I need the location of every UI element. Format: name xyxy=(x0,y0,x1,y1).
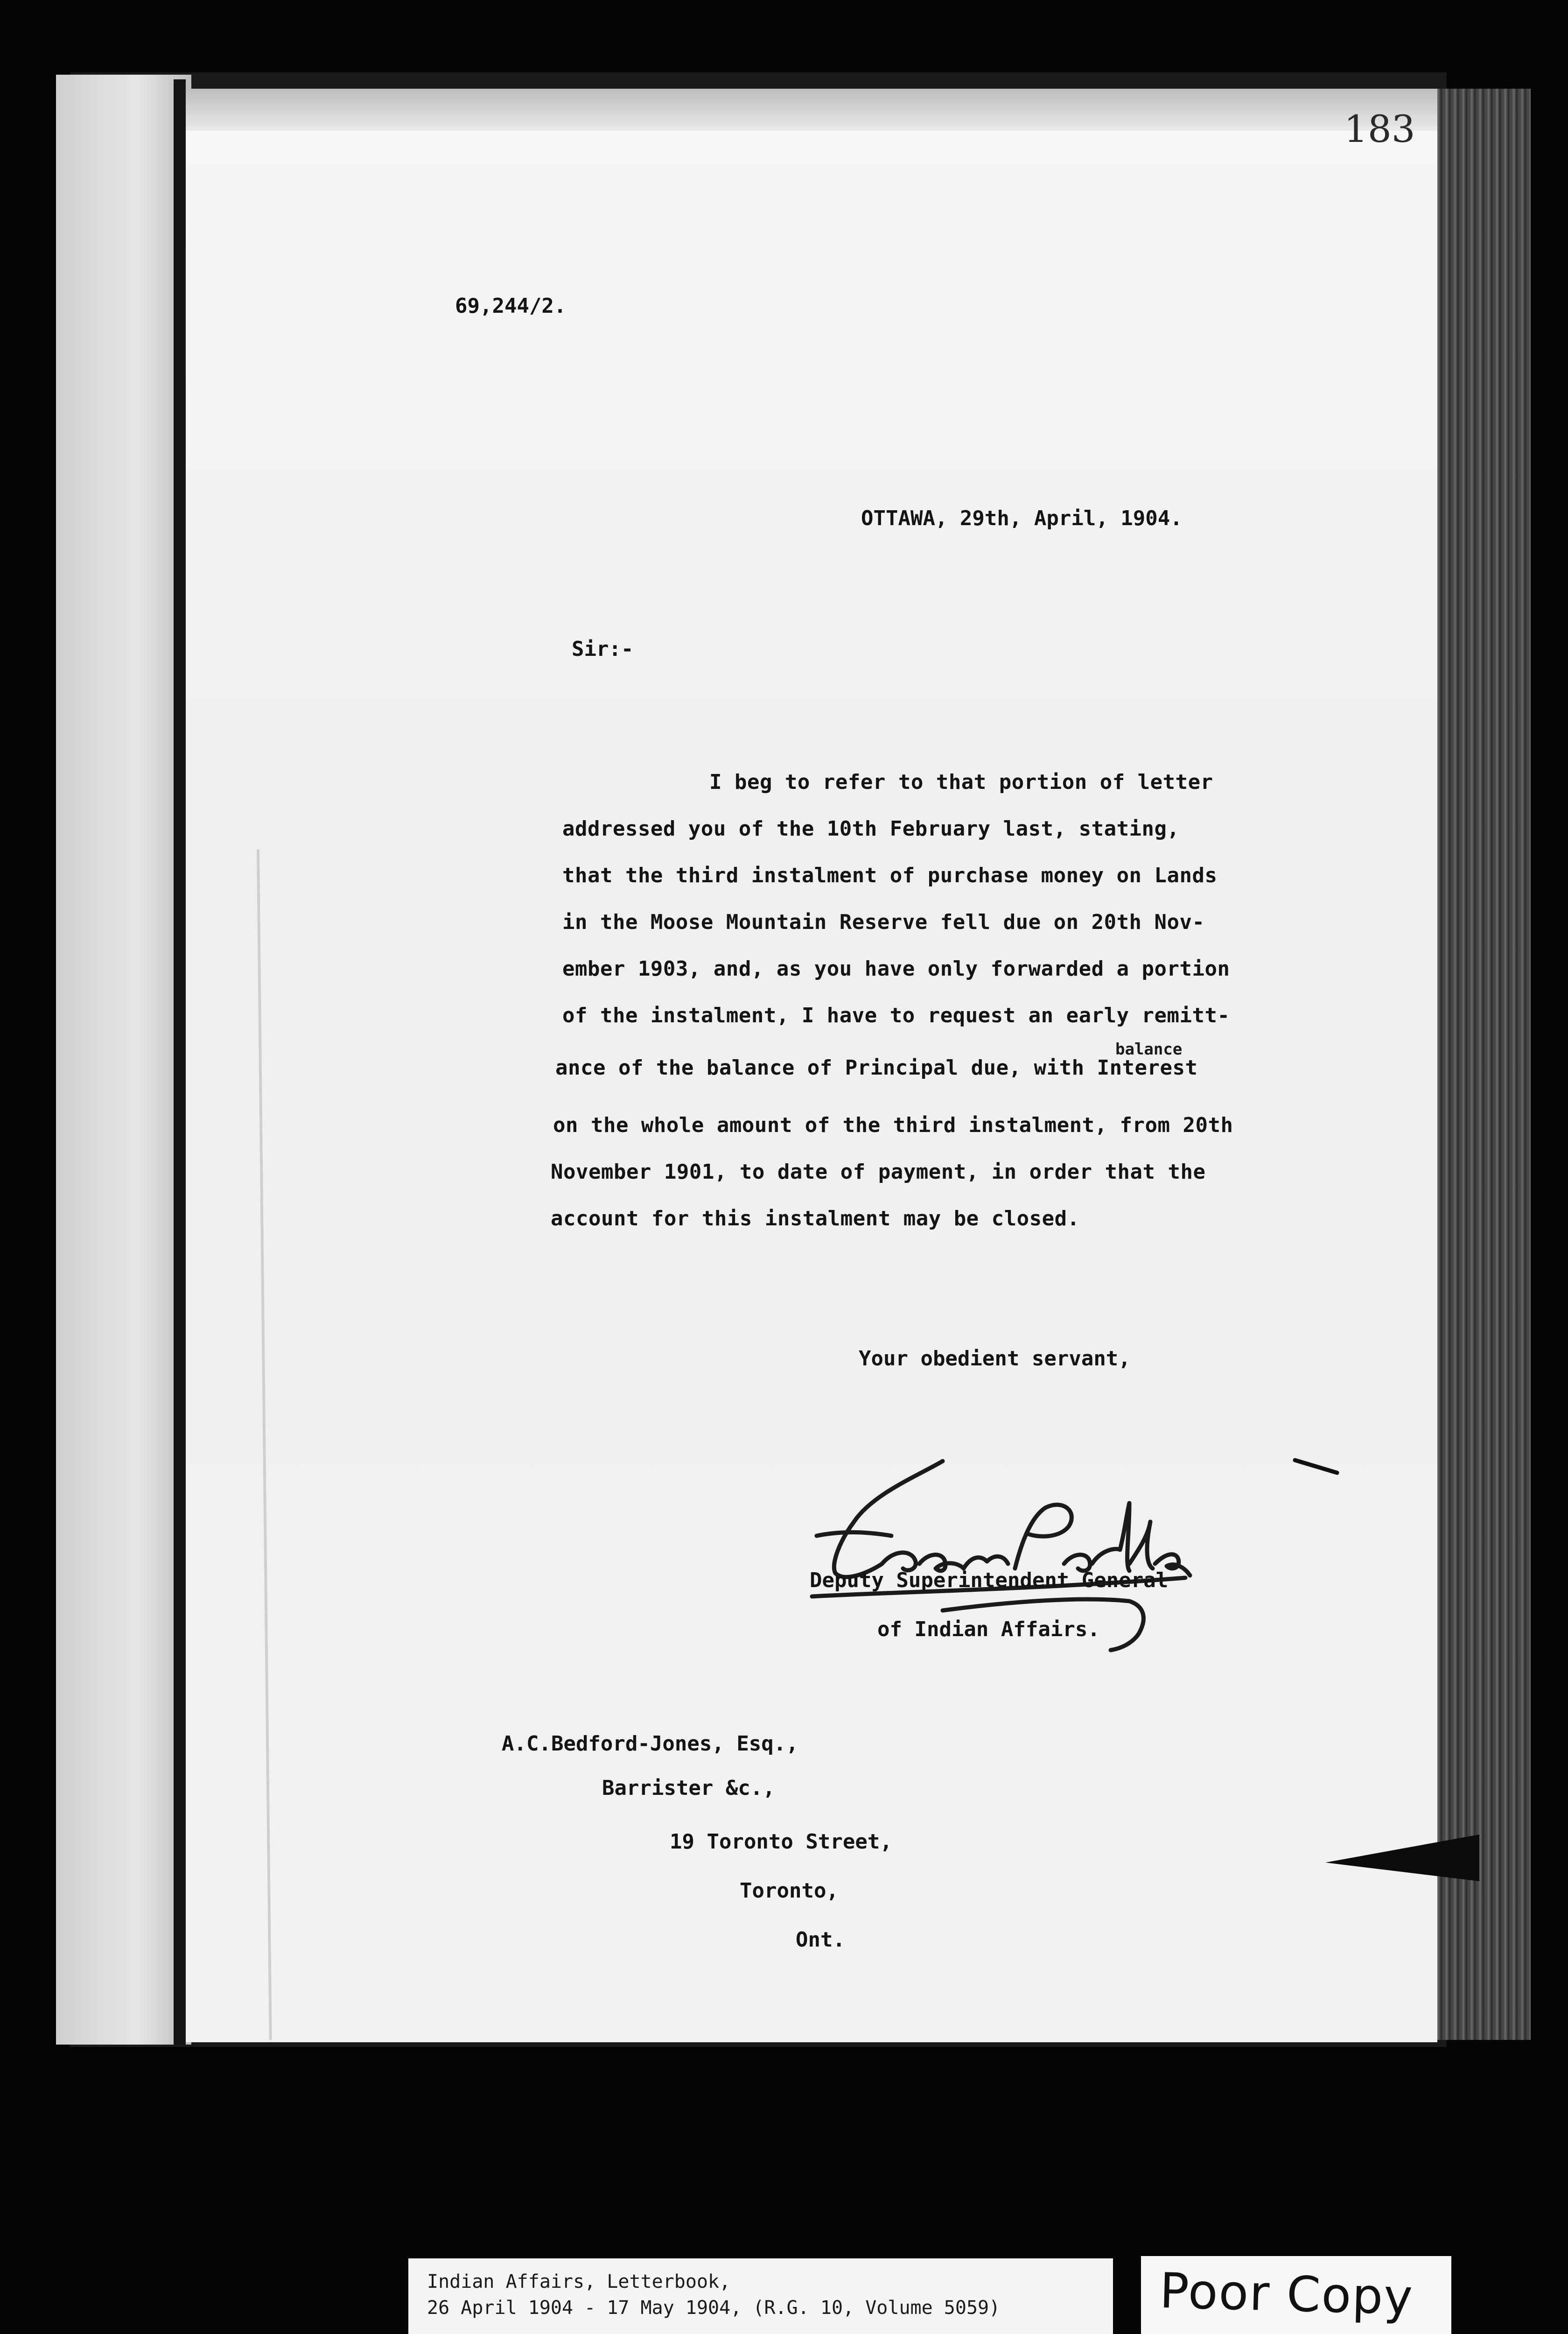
closing: Your obedient servant, xyxy=(859,1347,1131,1371)
place-date-line: OTTAWA, 29th, April, 1904. xyxy=(861,506,1183,530)
body-line: ember 1903, and, as you have only forwarded a portion xyxy=(562,957,1230,981)
recipient-street: 19 Toronto Street, xyxy=(670,1830,892,1854)
citation-label xyxy=(408,2258,1113,2334)
file-reference: 69,244/2. xyxy=(455,294,567,318)
recipient-name: A.C.Bedford-Jones, Esq., xyxy=(502,1732,798,1756)
body-line: November 1901, to date of payment, in order that the xyxy=(551,1160,1206,1184)
handwritten-insertion: balance xyxy=(1115,1040,1183,1059)
page-top-stain xyxy=(182,89,1437,131)
recipient-profession: Barrister &c., xyxy=(602,1776,775,1800)
body-line: ance of the balance of Principal due, with Interest xyxy=(555,1056,1198,1080)
recipient-province: Ont. xyxy=(796,1928,845,1952)
body-line: I beg to refer to that portion of letter xyxy=(709,770,1213,794)
body-line: in the Moose Mountain Reserve fell due on 20th Nov- xyxy=(562,910,1205,934)
body-line: account for this instalment may be closed. xyxy=(551,1207,1080,1230)
citation-line: Indian Affairs, Letterbook, xyxy=(427,2271,731,2292)
signatory-title: Deputy Superintendent General xyxy=(810,1568,1169,1592)
body-line: on the whole amount of the third instalment, from 20th xyxy=(553,1113,1233,1137)
citation-line: 26 April 1904 - 17 May 1904, (R.G. 10, Volume 5059) xyxy=(427,2297,1001,2319)
salutation: Sir:- xyxy=(572,637,634,661)
poor-copy-label xyxy=(1141,2256,1451,2334)
poor-copy-text: Poor Copy xyxy=(1159,2262,1414,2326)
signatory-department: of Indian Affairs. xyxy=(877,1617,1100,1641)
body-line: that the third instalment of purchase money on Lands xyxy=(562,864,1218,887)
recipient-city: Toronto, xyxy=(740,1879,839,1903)
page-left-margin xyxy=(56,75,191,2045)
binding-line xyxy=(174,79,186,2045)
pen-mark xyxy=(1293,1456,1339,1475)
body-line: of the instalment, I have to request an early remitt- xyxy=(562,1004,1230,1027)
page-number: 183 xyxy=(1344,107,1415,151)
body-line: addressed you of the 10th February last, stating, xyxy=(562,817,1180,841)
page-marker-tab xyxy=(1325,1830,1479,1886)
